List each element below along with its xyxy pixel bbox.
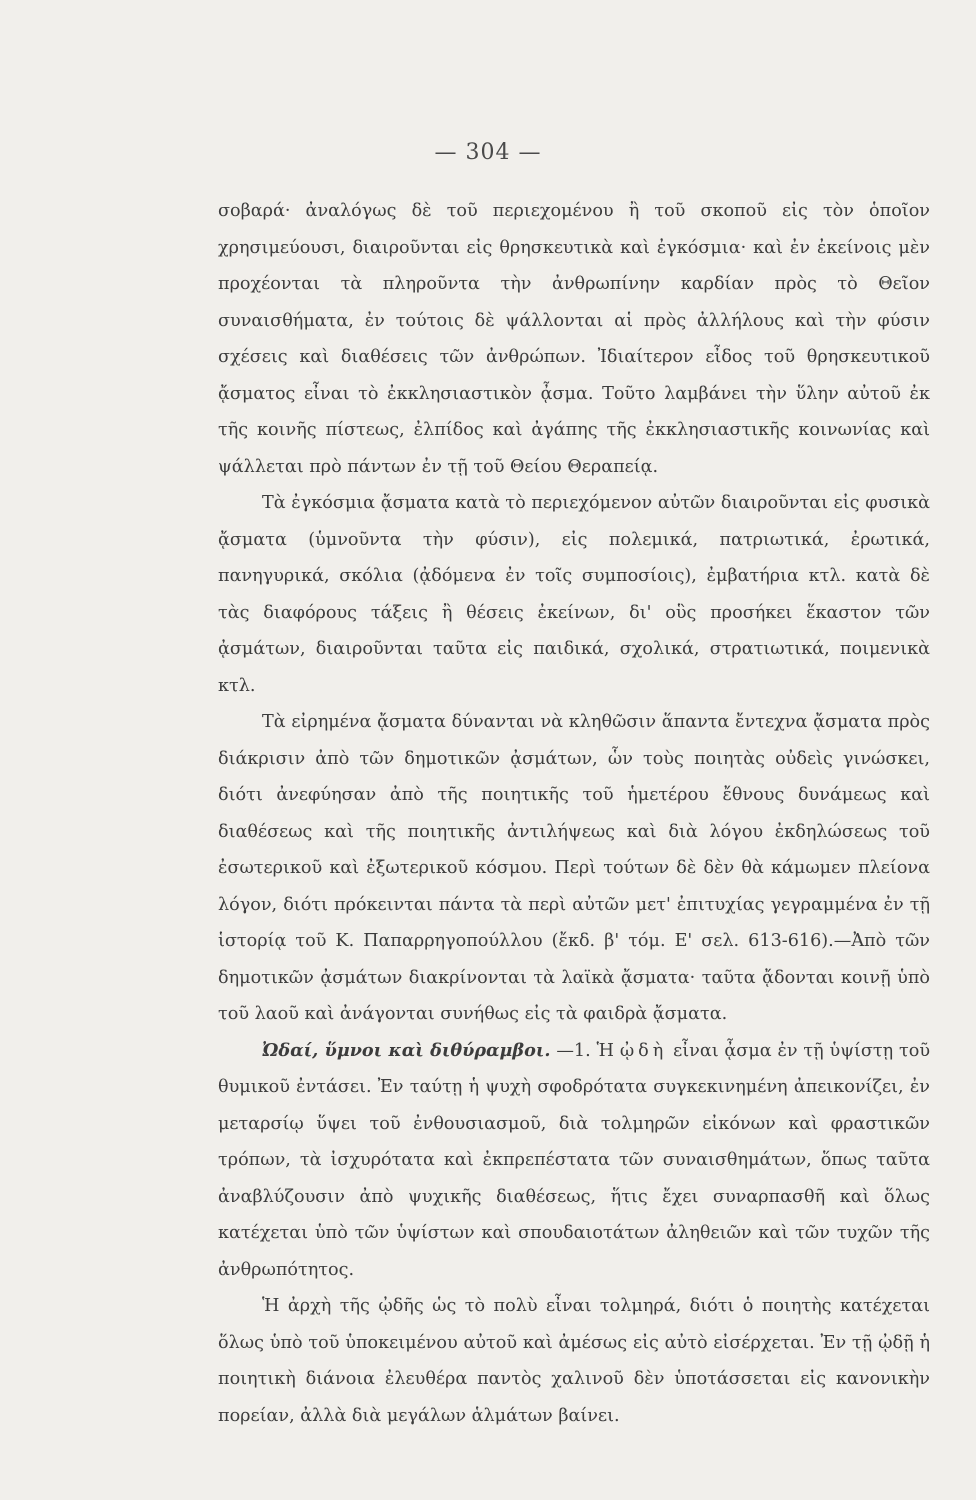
page-number: — 304 — (434, 140, 542, 165)
spaced-word: ᾠδὴ (619, 1040, 668, 1061)
paragraph-text: Ἡ ἀρχὴ τῆς ᾠδῆς ὡς τὸ πολὺ εἶναι τολμηρά, διότι ὁ ποιητὴς κατέχεται ὅλως ὑπὸ τοῦ ὑποκειμένου αὐτοῦ καὶ ἀμέσως εἰς αὐτὸ εἰσέρχεται. Ἐν τῇ ᾠδῇ ἡ ποιητικὴ διάνοια ἐλευθέρα παντὸς χαλινοῦ δὲν ὑποτάσσεται εἰς κανονικὴν πορείαν, ἀλλὰ διὰ μεγάλων ἁλμάτων βαίνει. (218, 1296, 930, 1426)
paragraph (218, 485, 930, 704)
paragraph (218, 1033, 930, 1289)
section-title: Ὠδαί, ὕμνοι καὶ διθύραμβοι. (262, 1039, 551, 1061)
paragraph (218, 1288, 930, 1434)
paragraph (218, 193, 930, 485)
paragraph (218, 704, 930, 1033)
paragraph-text: εἶναι ᾆσμα ἐν τῇ ὑψίστῃ τοῦ θυμικοῦ ἐντάσει. Ἐν ταύτῃ ἡ ψυχὴ σφοδρότατα συγκεκινημένη ἀπεικονίζει, ἐν μεταρσίῳ ὕψει τοῦ ἐνθουσιασμοῦ, διὰ τολμηρῶν εἰκόνων καὶ φραστικῶν τρόπων, τὰ ἰσχυρότατα καὶ ἐκπρεπέστατα τῶν συναισθημάτων, ὅπως ταῦτα ἀναβλύζουσιν ἀπὸ ψυχικῆς διαθέσεως, ἥτις ἔχει συναρπασθῆ καὶ ὅλως κατέχεται ὑπὸ τῶν ὑψίστων καὶ σπουδαιοτάτων ἀληθειῶν καὶ τῶν τυχῶν τῆς ἀνθρωπότητος. (218, 1040, 931, 1280)
body-text (218, 193, 930, 1434)
paragraph-lead: —1. Ἡ (556, 1040, 614, 1061)
paragraph-text: σοβαρά· ἀναλόγως δὲ τοῦ περιεχομένου ἢ τοῦ σκοποῦ εἰς τὸν ὁποῖον χρησιμεύουσι, διαιροῦνται εἰς θρησκευτικὰ καὶ ἐγκόσμια· καὶ ἐν ἐκείνοις μὲν προχέονται τὰ πληροῦντα τὴν ἀνθρωπίνην καρδίαν πρὸς τὸ Θεῖον συναισθήματα, ἐν τούτοις δὲ ψάλλονται αἱ πρὸς ἀλλήλους καὶ τὴν φύσιν σχέσεις καὶ διαθέσεις τῶν ἀνθρώπων. Ἰδιαίτερον εἶδος τοῦ θρησκευτικοῦ ᾄσματος εἶναι τὸ ἐκκλησιαστικὸν ᾆσμα. Τοῦτο λαμβάνει τὴν ὕλην αὐτοῦ ἐκ τῆς κοινῆς πίστεως, ἐλπίδος καὶ ἀγάπης τῆς ἐκκλησιαστικῆς κοινωνίας καὶ ψάλλεται πρὸ πάντων ἐν τῇ τοῦ Θείου Θεραπείᾳ. (218, 201, 930, 477)
paragraph-text: Τὰ εἰρημένα ᾄσματα δύνανται νὰ κληθῶσιν ἅπαντα ἔντεχνα ᾄσματα πρὸς διάκρισιν ἀπὸ τῶν δημοτικῶν ᾀσμάτων, ὧν τοὺς ποιητὰς οὐδεὶς γινώσκει, διότι ἀνεφύησαν ἀπὸ τῆς ποιητικῆς τοῦ ἡμετέρου ἔθνους δυνάμεως καὶ διαθέσεως καὶ τῆς ποιητικῆς ἀντιλήψεως καὶ διὰ λόγου ἐκδηλώσεως τοῦ ἐσωτερικοῦ καὶ ἐξωτερικοῦ κόσμου. Περὶ τούτων δὲ δὲν θὰ κάμωμεν πλείονα λόγον, διότι πρόκεινται πάντα τὰ περὶ αὐτῶν μετ' ἐπιτυχίας γεγραμμένα ἐν τῇ ἱστορίᾳ τοῦ Κ. Παπαρρηγοπούλλου (ἔκδ. β' τόμ. Ε' σελ. 613-616).—Ἀπὸ τῶν δημοτικῶν ᾀσμάτων διακρίνονται τὰ λαϊκὰ ᾄσματα· ταῦτα ᾄδονται κοινῇ ὑπὸ τοῦ λαοῦ καὶ ἀνάγονται συνήθως εἰς τὰ φαιδρὰ ᾄσματα. (218, 712, 930, 1024)
paragraph-text: Τὰ ἐγκόσμια ᾄσματα κατὰ τὸ περιεχόμενον αὐτῶν διαιροῦνται εἰς φυσικὰ ᾄσματα (ὑμνοῦντα τὴν φύσιν), εἰς πολεμικά, πατριωτικά, ἐρωτικά, πανηγυρικά, σκόλια (ᾀδόμενα ἐν τοῖς συμποσίοις), ἐμβατήρια κτλ. κατὰ δὲ τὰς διαφόρους τάξεις ἢ θέσεις ἐκείνων, δι' οὓς προσήκει ἕκαστον τῶν ᾀσμάτων, διαιροῦνται ταῦτα εἰς παιδικά, σχολικά, στρατιωτικά, ποιμενικὰ κτλ. (218, 493, 930, 696)
